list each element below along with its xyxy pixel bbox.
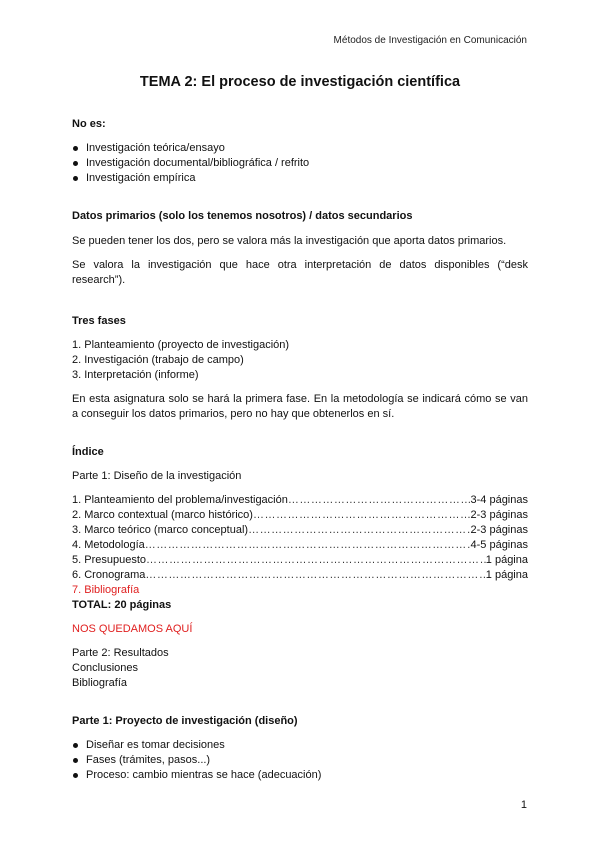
datos-paragraph-1: Se pueden tener los dos, pero se valora más la investigación que aporta datos primarios. <box>72 235 507 247</box>
no-es-heading: No es: <box>72 118 106 130</box>
toc-row: 4. Metodología …………………………………………………………………………………………………………………………………………… 4-5 páginas <box>72 538 528 553</box>
list-item: Investigación teórica/ensayo <box>72 141 528 156</box>
page-title: TEMA 2: El proceso de investigación científica <box>139 74 461 90</box>
toc <box>72 493 528 613</box>
section-datos <box>72 209 528 288</box>
parte2-line: Bibliografía <box>72 677 128 689</box>
indice-parte1: Parte 1: Diseño de la investigación <box>72 470 242 482</box>
list-item: 3. Interpretación (informe) <box>72 369 199 381</box>
parte2-line: Conclusiones <box>72 662 139 674</box>
toc-row: 6. Cronograma …………………………………………………………………………………………………………………………………………… 1 página <box>72 568 528 583</box>
bullet-icon <box>73 743 78 748</box>
datos-heading: Datos primarios (solo los tenemos nosotros) / datos secundarios <box>72 210 413 222</box>
bullet-icon <box>73 161 78 166</box>
list-item: Fases (trámites, pasos...) <box>72 753 528 768</box>
toc-row: 5. Presupuesto …………………………………………………………………………………………………………………………………………… 1 página <box>72 553 528 568</box>
note-nos-quedamos: NOS QUEDAMOS AQUÍ <box>72 623 193 635</box>
parte1-heading: Parte 1: Proyecto de investigación (diseño) <box>72 715 298 727</box>
toc-total: TOTAL: 20 páginas <box>72 599 172 611</box>
toc-row: 2. Marco contextual (marco histórico) …………………………………………………………………………………………………………………………………………… 2-3 páginas <box>72 508 528 523</box>
fases-list <box>72 338 528 383</box>
parte1-list <box>72 738 528 783</box>
bullet-icon <box>73 773 78 778</box>
indice-heading: Índice <box>72 446 104 458</box>
running-header: Métodos de Investigación en Comunicación <box>333 35 527 46</box>
toc-row: 1. Planteamiento del problema/investigación …………………………………………………………………………………………………………………………………………… 3-4 páginas <box>72 493 528 508</box>
bullet-icon <box>73 146 78 151</box>
list-item: Investigación empírica <box>72 171 528 186</box>
fases-heading: Tres fases <box>72 315 126 327</box>
bullet-icon <box>73 176 78 181</box>
toc-bibliografia: 7. Bibliografía <box>72 584 140 596</box>
no-es-list <box>72 141 528 186</box>
list-item: Diseñar es tomar decisiones <box>72 738 528 753</box>
list-item: 1. Planteamiento (proyecto de investigación) <box>72 339 290 351</box>
list-item: Investigación documental/bibliográfica / refrito <box>72 156 528 171</box>
bullet-icon <box>73 758 78 763</box>
parte2-line: Parte 2: Resultados <box>72 647 169 659</box>
list-item: 2. Investigación (trabajo de campo) <box>72 354 244 366</box>
section-parte1 <box>72 714 528 783</box>
section-no-es <box>72 117 528 186</box>
toc-row: 3. Marco teórico (marco conceptual) …………………………………………………………………………………………………………………………………………… 2-3 páginas <box>72 523 528 538</box>
parte2-block <box>72 646 528 691</box>
datos-paragraph-2: Se valora la investigación que hace otra interpretación de datos disponibles (“desk research”). <box>72 259 528 286</box>
fases-paragraph: En esta asignatura solo se hará la primera fase. En la metodología se indicará cómo se van a conseguir los datos primarios, pero no hay que obtenerlos en sí. <box>72 393 528 420</box>
list-item: Proceso: cambio mientras se hace (adecuación) <box>72 768 528 783</box>
section-fases <box>72 314 528 422</box>
page-number: 1 <box>520 799 527 811</box>
section-indice <box>72 445 528 691</box>
